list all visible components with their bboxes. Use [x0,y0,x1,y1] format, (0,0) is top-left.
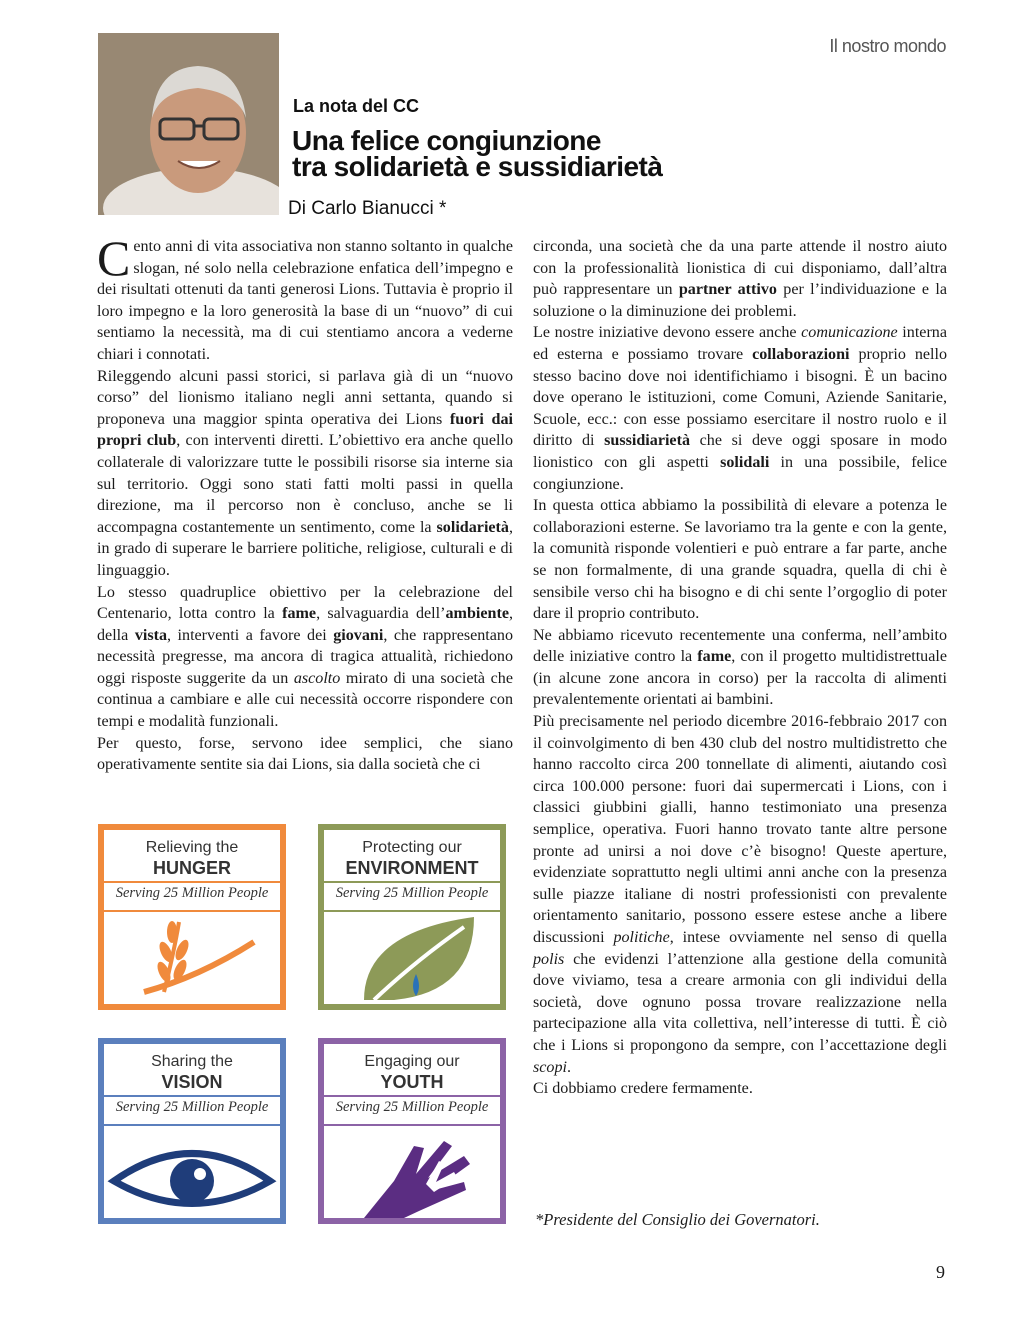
text-run: comunicazione [801,324,898,342]
text-run: , interventi a favore dei [167,626,334,644]
text-run: , intese ovviamente nel senso di quella [669,929,948,946]
text-run: politiche [613,929,670,946]
text-run: giovani [333,626,384,644]
text-run: Ci dobbiamo credere fermamente. [533,1080,753,1098]
text-run: , in grado di superare le barriere politiche, religiose, culturali e di linguaggio. [97,518,513,579]
text-run: mirato di una società che continua a cambiare e alle cui necessità occorre rispondere con tempi e modalità funzionali. [97,669,513,731]
text-run: , della [97,605,514,644]
author-portrait [98,33,279,215]
text-run: ento anni di vita associativa non stanno soltanto in qualche slogan, né solo nella celebrazione enfatica dell’impegno e dei risultati ottenuti da tanti generosi Lions. Tuttavia è proprio il loro impegno e la loro generosità la base di un “nuovo” di cui sentiamo la necessità, ma di cui stentiamo ancora a vederne chiari i connotati. [97,238,513,363]
text-run: In questa ottica abbiamo la possibilità di elevare a potenza le collaborazioni esterne. Se lavoriamo tra la gente e con la gente, la comunità risponde volentieri e può entrare a far parte, anche se non formalmente, di una grande squadra, quella di chi è sensibile verso chi ha bisogno e di chi sente l’orgoglio di poter dare il proprio contributo. [533,497,947,623]
text-run: ambiente [445,605,509,623]
text-run: sussidiarietà [604,432,690,450]
article-title-line1: Una felice congiunzione [292,125,601,156]
text-run: ascolto [293,669,341,687]
text-run: Ne abbiamo ricevuto recentemente una conferma, nell’ambito delle iniziative contro la [533,626,947,666]
article-paragraph [533,322,947,495]
article-paragraph [97,230,513,366]
article-column-right [533,236,947,1100]
eye-icon [104,1126,280,1218]
page-number: 9 [936,1262,945,1282]
badge-vision [98,1038,286,1224]
article-paragraph [97,733,513,776]
text-run: , con il progetto multidistrettuale (in alcune zone ancora in corso) per la raccolta di alimenti prevalentemente orientati ai bambini. [533,648,947,709]
article-paragraph [97,366,513,582]
badge-line2: ENVIRONMENT [345,858,479,878]
text-run: polis [533,950,565,968]
badge-line1: Protecting our [362,839,462,856]
text-run: in una possibile, felice congiunzione. [533,453,948,493]
badge-line1: Relieving the [145,839,239,856]
article-paragraph [533,1078,947,1100]
text-run: partner attivo [678,281,777,299]
text-run: , che rappresentano necessità pregresse, ma ancora di tragica attualità, richiedono oggi risposte suggerite da un [97,626,513,687]
article-title [292,125,663,182]
badge-line2: YOUTH [380,1072,444,1092]
text-run: che si deve oggi sposare in modo lionistico con gli aspetti [533,432,947,471]
badge-line3: Serving 25 Million People [335,885,489,901]
article-paragraph [533,495,947,625]
wheat-icon [104,912,280,1004]
text-run: per l’individuazione e la soluzione o la diminuzione dei problemi. [533,281,947,320]
badge-hunger [98,824,286,1010]
text-run: circonda, una società che da una parte attende il nostro aiuto con la professionalità lionistica di cui disponiamo, dall’altra può rappresentare un [533,238,947,299]
text-run: Per questo, forse, servono idee semplici, che siano operativamente sentite sia dai Lions, sia dalla società che ci [97,734,513,774]
badge-environment [318,824,506,1010]
article-kicker: La nota del CC [293,96,420,116]
article-paragraph [533,711,947,1078]
text-run: . [566,1058,572,1076]
author-footnote: *Presidente del Consiglio dei Governatori. [535,1210,820,1229]
text-run: Più precisamente nel periodo dicembre 2016-febbraio 2017 con il coinvolgimento di ben 430 club del nostro multidistretto che hanno raccolto circa 200 tonnellate di alimenti, aiutando così circa 100.000 persone: fuori dai supermercati i Lions, con i classici giubbini gialli, hanno testimoniato una presenza semplice, operativa. Fuori hanno trovato tante altre persone pronte ad unirsi a noi dove c’è bisogno! Queste aperture, evidenziate soprattutto negli ultimi anni anche con la presenza sulle piazze italiane di nostri professionisti con prevalente orientamento sanitario, possono essere estese anche a libere discussioni [533,713,947,946]
text-run: , con interventi diretti. L’obiettivo era anche quello collaterale di valorizzare tutte le possibili risorse sia interne sia sul territorio. Oggi sono stati fatti molti passi in quella direzione, ma il percorso non è concluso, anche se li accompagna costantemente un sentimento, come la [97,432,513,536]
text-run: fuori dai propri club [97,410,513,450]
text-run: che evidenzi l’attenzione alla gestione della comunità dove viviamo, tesa a creare armonia con gli individui della società, dove ognuno possa trovare realizzazione nella partecipazione alla vita collettiva, nell’interesse di tutti. È ciò che i Lions si propongono da sempre, con l’accettazione degli [533,950,947,1054]
text-run: solidali [720,453,770,471]
article-column-left [97,230,514,776]
badge-line2: VISION [161,1072,223,1092]
text-run: scopi [533,1058,567,1076]
text-run: solidarietà [436,518,509,536]
text-run: Rileggendo alcuni passi storici, si parlava già di un “nuovo corso” del lionismo italiano negli anni settanta, quando si proponeva una maggior spinta operativa dei Lions [97,367,513,428]
text-run: interna ed esterna e possiamo trovare [533,324,947,363]
badge-line3: Serving 25 Million People [335,1099,489,1115]
text-run: fame [697,648,732,666]
text-run: , salvaguardia dell’ [316,605,446,623]
text-run: proprio nello stesso bacino dove noi identifichiamo i bisogni. È un bacino dove operano le istituzioni, come Comuni, Aziende Sanitarie, Scuole, ecc.: con esse possiamo esercitare il nostro ruolo e il diritto di [533,345,948,450]
text-run: Le nostre iniziative devono essere anche [533,324,802,342]
badge-line3: Serving 25 Million People [115,885,269,901]
text-run: collaborazioni [752,345,850,363]
text-run: vista [134,626,167,644]
article-paragraph [97,582,513,733]
hands-icon [324,1126,500,1218]
article-paragraph [533,236,947,322]
article-title-line2: tra solidarietà e sussidiarietà [292,151,663,182]
badge-line1: Engaging our [364,1053,460,1070]
badge-line3: Serving 25 Million People [115,1099,269,1115]
section-label: Il nostro mondo [829,36,946,56]
drop-cap: C [97,230,131,286]
text-run: Lo stesso quadruplice obiettivo per la celebrazione del Centenario, lotta contro la [97,583,513,623]
badge-youth [318,1038,506,1224]
badge-line2: HUNGER [152,858,231,878]
article-byline: Di Carlo Bianucci * [288,198,447,219]
leaf-icon [324,912,500,1004]
article-paragraph [533,625,947,711]
text-run: fame [282,605,317,623]
badge-line1: Sharing the [151,1053,233,1070]
